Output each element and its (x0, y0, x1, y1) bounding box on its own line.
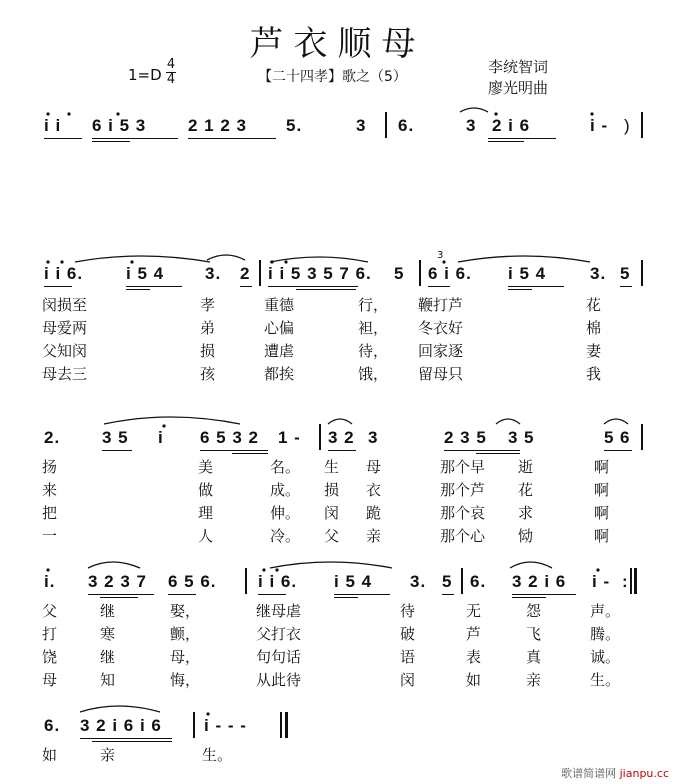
line2-notes-3: 3. (205, 264, 222, 283)
lyric: 母 (42, 671, 58, 689)
lyric: 啊 (594, 527, 610, 545)
lyric: 母 (366, 458, 382, 476)
line4-notes-3: 6 5 6. (168, 572, 217, 591)
lyric: 把 (42, 504, 58, 522)
line3-notes-10: 5 (524, 428, 535, 447)
intro-notes-8: 2 i 6 (492, 116, 531, 135)
lyric: 从此待 (256, 671, 302, 689)
lyric: 啊 (594, 458, 610, 476)
lyric: 行， (358, 296, 389, 314)
lyric: 成。 (270, 481, 301, 499)
lyric: 我 (586, 365, 602, 383)
line2-notes-4: 2 (240, 264, 251, 283)
line4-notes-10: i - (592, 572, 611, 591)
barline (461, 568, 463, 594)
lyric: 名。 (270, 458, 301, 476)
repeat-sign: : (622, 572, 629, 591)
lyric: 芦 (466, 625, 482, 643)
lyric: 亲 (526, 671, 542, 689)
tie (510, 562, 552, 568)
intro-notes-6: 6. (398, 116, 415, 135)
lyric: 继 (100, 602, 116, 620)
time-signature-bottom: 4 (166, 72, 176, 87)
lyric: 都挨 (264, 365, 295, 383)
line2-notes-1: i i 6. (44, 264, 84, 283)
barline (630, 568, 632, 594)
tie (270, 562, 392, 568)
line3-notes-1: 2. (44, 428, 61, 447)
line3-notes-8: 2 3 5 (444, 428, 487, 447)
lyric: 啊 (594, 504, 610, 522)
lyric: 诚。 (590, 648, 621, 666)
lyric: 鞭打芦 (418, 296, 464, 314)
line2-notes-6: 5 (394, 264, 405, 283)
line2-notes-10: 5 (620, 264, 631, 283)
lyric: 闵 (324, 504, 340, 522)
line5-notes-3: i - - - (204, 716, 247, 735)
lyric: 亲 (100, 746, 116, 764)
lyric: 冷。 (270, 527, 301, 545)
barline (419, 260, 421, 286)
grace-note: 3 (437, 250, 444, 261)
lyric: 衣 (366, 481, 382, 499)
lyric: 回家逐 (418, 342, 464, 360)
intro-notes-4: 5. (286, 116, 303, 135)
lyric: 母爱两 (42, 319, 88, 337)
line2-notes-5: i i 5 3 5 7 6. (268, 264, 372, 283)
lyric: 花 (518, 481, 534, 499)
lyric: 待， (358, 342, 389, 360)
line4-notes-2: 3 2 3 7 (88, 572, 147, 591)
tie (328, 419, 352, 424)
barline (193, 712, 195, 738)
lyric: 那个哀 (440, 504, 486, 522)
line3-notes-5: 1 - (278, 428, 301, 447)
line4-notes-7: 5 (442, 572, 453, 591)
lyric: 恸 (518, 527, 534, 545)
lyric: 如 (466, 671, 482, 689)
intro-close-paren: ) (624, 116, 631, 135)
barline (641, 260, 643, 286)
line2-notes-2: i 5 4 (126, 264, 165, 283)
barline (319, 424, 321, 450)
lyric: 如 (42, 746, 58, 764)
lyric: 理 (198, 504, 214, 522)
intro-notes-5: 3 (356, 116, 367, 135)
barline (641, 424, 643, 450)
lyric: 父知闵 (42, 342, 88, 360)
lyric: 那个芦 (440, 481, 486, 499)
final-barline (634, 568, 637, 594)
lyric: 心偏 (264, 319, 295, 337)
time-signature-top: 4 (166, 57, 176, 72)
line5-notes-2: 3 2 i 6 i 6 (80, 716, 162, 735)
barline (245, 568, 247, 594)
lyric: 继母虐 (256, 602, 302, 620)
final-barline (285, 712, 288, 738)
lyric: 饿， (358, 365, 389, 383)
lyric: 求 (518, 504, 534, 522)
watermark-url: jianpu.cc (619, 767, 669, 780)
lyric: 棉 (586, 319, 602, 337)
line4-notes-4: i i 6. (258, 572, 298, 591)
lyric: 做 (198, 481, 214, 499)
barline (280, 712, 282, 738)
lyric: 待 (400, 602, 416, 620)
lyric: 花 (586, 296, 602, 314)
line3-notes-2: 3 5 (102, 428, 129, 447)
lyric: 父 (42, 602, 58, 620)
lyric: 妻 (586, 342, 602, 360)
lyric: 那个早 (440, 458, 486, 476)
line4-notes-1: i. (44, 572, 56, 591)
lyric: 腾。 (590, 625, 621, 643)
lyric: 颤， (170, 625, 201, 643)
lyric: 饶 (42, 648, 58, 666)
barline (641, 112, 643, 138)
intro-notes-7: 3 (466, 116, 477, 135)
tie (80, 706, 160, 712)
lyric: 那个心 (440, 527, 486, 545)
line3-notes-3: i (158, 428, 164, 447)
lyric: 重德 (264, 296, 295, 314)
lyric: 留母只 (418, 365, 464, 383)
tie (604, 419, 628, 424)
lyric: 闵 (400, 671, 416, 689)
lyric: 真 (526, 648, 542, 666)
lyric: 母， (170, 648, 201, 666)
tie (458, 256, 590, 262)
lyric: 生。 (590, 671, 621, 689)
lyric: 怨 (526, 602, 542, 620)
lyric: 无 (466, 602, 482, 620)
lyric: 悔， (170, 671, 201, 689)
barline (259, 260, 261, 286)
lyric: 袒， (358, 319, 389, 337)
lyric: 伸。 (270, 504, 301, 522)
lyric: 孝 (200, 296, 216, 314)
lyric: 一 (42, 527, 58, 545)
line4-notes-9: 3 2 i 6 (512, 572, 567, 591)
intro-notes-1: i i (44, 116, 62, 135)
composer: 廖光明曲 (488, 79, 549, 97)
tie (88, 562, 140, 568)
lyric: 生。 (202, 746, 233, 764)
lyric: 扬 (42, 458, 58, 476)
intro-notes-9: i - (590, 116, 609, 135)
line3-notes-11: 5 (604, 428, 615, 447)
lyricist: 李统智词 (488, 58, 549, 76)
lyric: 知 (100, 671, 116, 689)
line3-notes-9: 3 (508, 428, 519, 447)
lyric: 父 (324, 527, 340, 545)
line2-notes-7: 6 i 6. (428, 264, 472, 283)
line4-notes-5: i 5 4 (334, 572, 373, 591)
lyric: 声。 (590, 602, 621, 620)
key-signature: 1=D (128, 66, 162, 84)
lyric: 损 (324, 481, 340, 499)
tie (460, 108, 488, 112)
intro-notes-3: 2 1 2 3 (188, 116, 247, 135)
lyric: 美 (198, 458, 214, 476)
lyric: 寒 (100, 625, 116, 643)
lyric: 遭虐 (264, 342, 295, 360)
tie (207, 255, 245, 260)
line3-notes-7: 3 (368, 428, 379, 447)
barline (385, 112, 387, 138)
line2-notes-9: 3. (590, 264, 607, 283)
subtitle: 【二十四孝】歌之（5） (258, 69, 407, 85)
song-title: 芦衣顺母 (249, 24, 426, 64)
line3-notes-12: 6 (620, 428, 631, 447)
lyric: 语 (400, 648, 416, 666)
lyric: 逝 (518, 458, 534, 476)
lyric: 表 (466, 648, 482, 666)
intro-notes-2: 6 i 5 3 (92, 116, 147, 135)
line3-notes-6: 3 2 (328, 428, 355, 447)
line3-notes-4: 6 5 3 2 (200, 428, 259, 447)
tie (104, 417, 240, 424)
tie (496, 419, 520, 424)
line4-notes-6: 3. (410, 572, 427, 591)
lyric: 母去三 (42, 365, 88, 383)
lyric: 闵损至 (42, 296, 88, 314)
lyric: 冬衣好 (418, 319, 464, 337)
line2-notes-8: i 5 4 (508, 264, 547, 283)
lyric: 孩 (200, 365, 216, 383)
tie (75, 256, 210, 262)
lyric: 生 (324, 458, 340, 476)
lyric: 打 (42, 625, 58, 643)
watermark (561, 765, 669, 781)
lyric: 啊 (594, 481, 610, 499)
lyric: 继 (100, 648, 116, 666)
line5-notes-1: 6. (44, 716, 61, 735)
lyric: 破 (400, 625, 416, 643)
lyric: 跪 (366, 504, 382, 522)
lyric: 娶， (170, 602, 201, 620)
lyric: 飞 (526, 625, 542, 643)
lyric: 人 (198, 527, 214, 545)
lyric: 句句话 (256, 648, 302, 666)
lyric: 损 (200, 342, 216, 360)
lyric: 亲 (366, 527, 382, 545)
lyric: 来 (42, 481, 58, 499)
line4-notes-8: 6. (470, 572, 487, 591)
lyric: 父打衣 (256, 625, 302, 643)
watermark-site-name: 歌谱简谱网 (561, 767, 617, 780)
lyric: 弟 (200, 319, 216, 337)
